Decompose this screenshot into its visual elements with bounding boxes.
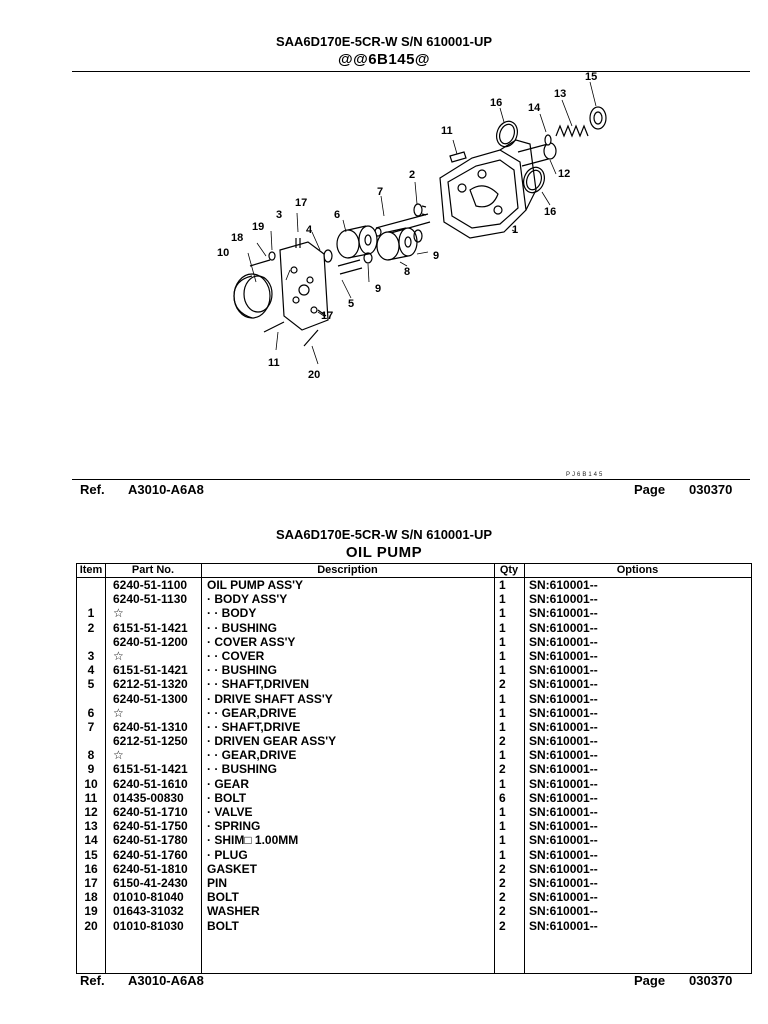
item-cell: 18	[84, 890, 98, 905]
qty-cell: 2	[499, 677, 506, 692]
options-cell: SN:610001--	[529, 833, 598, 848]
options-cell: SN:610001--	[529, 705, 598, 720]
description-cell: GASKET	[207, 861, 258, 876]
qty-cell: 2	[499, 918, 506, 933]
table-row	[77, 833, 751, 847]
label-14: 14	[528, 102, 541, 114]
header-part-no: Part No.	[131, 564, 175, 576]
label-9b: 9	[433, 250, 440, 262]
part-no-cell: ☆	[113, 606, 124, 621]
table-row	[77, 621, 751, 635]
table-row	[77, 876, 751, 890]
label-15: 15	[585, 71, 598, 83]
options-cell: SN:610001--	[529, 634, 598, 649]
item-cell: 14	[84, 833, 98, 848]
description-cell: BOLT	[207, 890, 239, 905]
part-no-cell: ☆	[113, 648, 124, 663]
options-cell: SN:610001--	[529, 663, 598, 678]
description-cell: PIN	[207, 875, 228, 890]
header-qty: Qty	[499, 564, 519, 576]
options-cell: SN:610001--	[529, 918, 598, 933]
qty-cell: 1	[499, 634, 506, 649]
options-cell: SN:610001--	[529, 875, 598, 890]
options-cell: SN:610001--	[529, 790, 598, 805]
top-page-number: 030370	[689, 482, 733, 497]
part-no-cell: 6240-51-1130	[113, 592, 188, 607]
description-cell: · · SHAFT,DRIVEN	[207, 677, 309, 692]
part-no-cell: 6151-51-1421	[113, 663, 188, 678]
item-cell: 11	[84, 790, 98, 805]
part-no-cell: 01010-81030	[113, 918, 184, 933]
label-8: 8	[404, 266, 411, 278]
figure-code: @@6B145@	[337, 51, 431, 68]
part-no-cell: 6240-51-1810	[113, 861, 188, 876]
part-no-cell: 6150-41-2430	[113, 875, 188, 890]
qty-cell: 1	[499, 719, 506, 734]
qty-cell: 1	[499, 748, 506, 763]
item-cell: 16	[84, 861, 98, 876]
description-cell: · · BUSHING	[207, 663, 277, 678]
options-cell: SN:610001--	[529, 776, 598, 791]
item-cell: 3	[87, 648, 95, 663]
label-4: 4	[306, 224, 313, 236]
table-row	[77, 890, 751, 904]
description-cell: · · COVER	[207, 648, 265, 663]
table-row	[77, 692, 751, 706]
table-row	[77, 677, 751, 691]
options-cell: SN:610001--	[529, 819, 598, 834]
description-cell: · GEAR	[207, 776, 249, 791]
options-cell: SN:610001--	[529, 606, 598, 621]
label-9a: 9	[375, 283, 382, 295]
part-no-cell: 6240-51-1100	[113, 578, 188, 592]
qty-cell: 1	[499, 691, 506, 706]
qty-cell: 1	[499, 805, 506, 819]
label-20: 20	[308, 369, 321, 381]
table-row	[77, 606, 751, 620]
item-cell: 7	[87, 719, 95, 734]
description-cell: · SHIM□ 1.00MM	[207, 833, 299, 848]
qty-cell: 2	[499, 734, 506, 749]
description-cell: · BODY ASS'Y	[207, 592, 288, 607]
qty-cell: 2	[499, 904, 506, 919]
label-1: 1	[512, 224, 519, 236]
item-cell: 20	[84, 918, 98, 933]
item-cell: 19	[84, 904, 98, 919]
header-options: Options	[616, 564, 659, 576]
options-cell: SN:610001--	[529, 691, 598, 706]
options-cell: SN:610001--	[529, 847, 598, 862]
description-cell: · COVER ASS'Y	[207, 634, 296, 649]
header-item: Item	[79, 564, 103, 576]
label-6: 6	[334, 209, 341, 221]
diagram-code: PJ6B145	[566, 472, 605, 478]
options-cell: SN:610001--	[529, 592, 598, 607]
table-row	[77, 734, 751, 748]
options-cell: SN:610001--	[529, 861, 598, 876]
part-no-cell: 6212-51-1250	[113, 734, 188, 749]
part-no-cell: ☆	[113, 748, 124, 763]
part-no-cell: 01435-00830	[113, 790, 184, 805]
item-cell: 8	[87, 748, 95, 763]
parts-list-title: OIL PUMP	[345, 544, 423, 561]
table-row	[77, 805, 751, 819]
bottom-model-title: SAA6D170E-5CR-W S/N 610001-UP	[275, 527, 493, 542]
top-model-title: SAA6D170E-5CR-W S/N 610001-UP	[275, 34, 493, 49]
qty-cell: 2	[499, 890, 506, 905]
label-19: 19	[252, 221, 265, 233]
options-cell: SN:610001--	[529, 890, 598, 905]
qty-cell: 2	[499, 861, 506, 876]
qty-cell: 6	[499, 790, 506, 805]
bottom-ref-code: A3010-A6A8	[128, 973, 204, 988]
qty-cell: 1	[499, 620, 506, 635]
part-no-cell: 6240-51-1300	[113, 691, 188, 706]
label-3: 3	[276, 209, 283, 221]
top-footer-rule	[72, 479, 750, 480]
bottom-page-label: Page	[634, 973, 666, 988]
options-cell: SN:610001--	[529, 762, 598, 777]
table-row	[77, 848, 751, 862]
table-row	[77, 919, 751, 933]
item-cell: 13	[84, 819, 98, 834]
description-cell: · · SHAFT,DRIVE	[207, 719, 301, 734]
label-18: 18	[231, 232, 244, 244]
options-cell: SN:610001--	[529, 734, 598, 749]
qty-cell: 1	[499, 606, 506, 621]
qty-cell: 1	[499, 833, 506, 848]
options-cell: SN:610001--	[529, 904, 598, 919]
part-no-cell: 6151-51-1421	[113, 620, 188, 635]
parts-table	[76, 563, 752, 974]
table-row	[77, 649, 751, 663]
top-ref-code: A3010-A6A8	[128, 482, 204, 497]
table-row	[77, 862, 751, 876]
qty-cell: 1	[499, 578, 506, 592]
item-cell: 1	[87, 606, 95, 621]
item-cell: 4	[87, 663, 95, 678]
options-cell: SN:610001--	[529, 648, 598, 663]
description-cell: · PLUG	[207, 847, 248, 862]
label-10: 10	[217, 247, 230, 259]
qty-cell: 1	[499, 705, 506, 720]
table-row	[77, 748, 751, 762]
description-cell: BOLT	[207, 918, 239, 933]
part-no-cell: 6240-51-1750	[113, 819, 188, 834]
description-cell: · DRIVE SHAFT ASS'Y	[207, 691, 333, 706]
label-13: 13	[554, 88, 567, 100]
table-row	[77, 819, 751, 833]
table-row	[77, 720, 751, 734]
label-16a: 16	[490, 97, 503, 109]
description-cell: · · BODY	[207, 606, 257, 621]
label-2: 2	[409, 169, 416, 181]
part-no-cell: 6240-51-1710	[113, 805, 188, 819]
options-cell: SN:610001--	[529, 805, 598, 819]
header-description: Description	[317, 564, 378, 576]
qty-cell: 1	[499, 847, 506, 862]
bottom-page-number: 030370	[689, 973, 733, 988]
options-cell: SN:610001--	[529, 578, 598, 592]
part-no-cell: 6240-51-1200	[113, 634, 188, 649]
part-no-cell: 6212-51-1320	[113, 677, 188, 692]
top-page-label: Page	[634, 482, 666, 497]
item-cell: 9	[87, 762, 95, 777]
part-no-cell: 6240-51-1310	[113, 719, 188, 734]
label-16b: 16	[544, 206, 557, 218]
qty-cell: 1	[499, 776, 506, 791]
description-cell: · · BUSHING	[207, 620, 277, 635]
description-cell: · VALVE	[207, 805, 253, 819]
description-cell: · · GEAR,DRIVE	[207, 705, 297, 720]
part-no-cell: 01010-81040	[113, 890, 184, 905]
part-no-cell: ☆	[113, 705, 124, 720]
item-cell: 2	[87, 620, 95, 635]
part-no-cell: 6151-51-1421	[113, 762, 188, 777]
oil-pump-exploded-diagram	[200, 70, 620, 390]
description-cell: · · BUSHING	[207, 762, 277, 777]
item-cell: 10	[84, 776, 98, 791]
qty-cell: 1	[499, 819, 506, 834]
qty-cell: 1	[499, 663, 506, 678]
part-no-cell: 6240-51-1610	[113, 776, 188, 791]
table-row	[77, 592, 751, 606]
table-row	[77, 706, 751, 720]
bottom-ref-label: Ref.	[80, 973, 105, 988]
options-cell: SN:610001--	[529, 748, 598, 763]
table-row	[77, 578, 751, 592]
part-no-cell: 6240-51-1780	[113, 833, 188, 848]
options-cell: SN:610001--	[529, 677, 598, 692]
qty-cell: 2	[499, 875, 506, 890]
description-cell: · DRIVEN GEAR ASS'Y	[207, 734, 337, 749]
item-cell: 6	[87, 705, 95, 720]
top-ref-label: Ref.	[80, 482, 105, 497]
label-5: 5	[348, 298, 355, 310]
label-12: 12	[558, 168, 571, 180]
part-no-cell: 01643-31032	[113, 904, 184, 919]
item-cell: 17	[84, 875, 98, 890]
table-row	[77, 635, 751, 649]
part-no-cell: 6240-51-1760	[113, 847, 188, 862]
description-cell: WASHER	[207, 904, 260, 919]
label-7: 7	[377, 186, 384, 198]
label-17a: 17	[295, 197, 308, 209]
label-11b: 11	[268, 357, 280, 369]
label-17b: 17	[321, 310, 334, 322]
item-cell: 15	[84, 847, 98, 862]
table-row	[77, 791, 751, 805]
table-row	[77, 762, 751, 776]
table-body	[77, 578, 751, 933]
description-cell: · · GEAR,DRIVE	[207, 748, 297, 763]
label-11a: 11	[441, 125, 453, 137]
description-cell: · BOLT	[207, 790, 247, 805]
table-header-row	[77, 564, 751, 578]
description-cell: OIL PUMP ASS'Y	[207, 578, 303, 592]
table-row	[77, 777, 751, 791]
item-cell: 5	[87, 677, 95, 692]
description-cell: · SPRING	[207, 819, 261, 834]
table-row	[77, 663, 751, 677]
item-cell: 12	[84, 805, 98, 819]
qty-cell: 2	[499, 762, 506, 777]
options-cell: SN:610001--	[529, 620, 598, 635]
qty-cell: 1	[499, 592, 506, 607]
options-cell: SN:610001--	[529, 719, 598, 734]
qty-cell: 1	[499, 648, 506, 663]
table-row	[77, 904, 751, 918]
